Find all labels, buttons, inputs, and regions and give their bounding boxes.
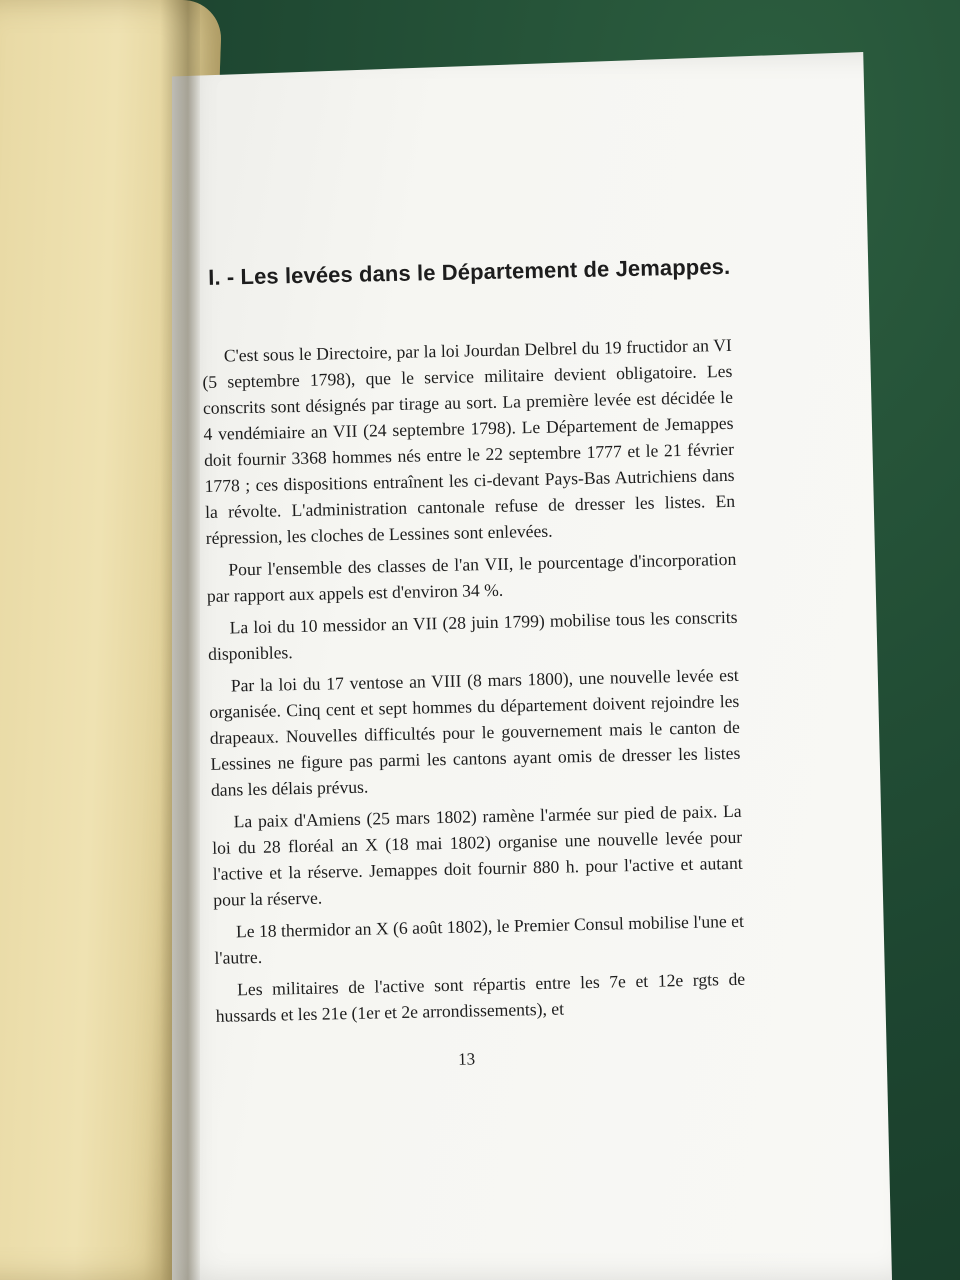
paragraph: Pour l'ensemble des classes de l'an VII, le pourcentage d'incorporation par rapport aux appels est d'environ 34 %. bbox=[206, 548, 737, 606]
paragraph: La loi du 10 messidor an VII (28 juin 1799) mobilise tous les conscrits disponibles. bbox=[207, 606, 738, 664]
paragraph: Les militaires de l'active sont répartis entre les 7e et 12e rgts de hussards et les 21e (1er et 2e arrondissements), et bbox=[215, 968, 746, 1026]
page-content bbox=[200, 254, 747, 1075]
book-gutter bbox=[160, 0, 200, 1280]
paragraph: Par la loi du 17 ventose an VIII (8 mars 1800), une nouvelle levée est organisée. Cinq cent et sept hommes du département doivent rejoindre les drapeaux. Nouvelles difficultés pour le gouvernement mais le canton de Lessines ne figure pas parmi les cantons ayant omis de dresser les listes dans les délais prévus. bbox=[209, 664, 741, 800]
paragraph: La paix d'Amiens (25 mars 1802) ramène l'armée sur pied de paix. La loi du 28 floréal an X (18 mai 1802) organise une nouvelle levée pour l'active et la réserve. Jemappes doit fournir 880 h. pour l'active et autant pour la réserve. bbox=[212, 800, 743, 910]
paragraph: Le 18 thermidor an X (6 août 1802), le Premier Consul mobilise l'une et l'autre. bbox=[214, 910, 745, 968]
paragraph: C'est sous le Directoire, par la loi Jourdan Delbrel du 19 fructidor an VI (5 septembre 1798), que le service militaire devient obligatoire. Les conscrits sont désignés par tirage au sort. La première levée est décidée le 4 vendémiaire an VII (24 septembre 1798). Le Département de Jemappes doit fournir 3368 hommes nés entre le 22 septembre 1777 et le 21 février 1778 ; ces dispositions entraînent les ci-devant Pays-Bas Autrichiens dans la révolte. L'administration cantonale refuse de dresser les listes. En répression, les cloches de Lessines sont enlevées. bbox=[202, 334, 736, 548]
page-number: 13 bbox=[457, 1049, 476, 1069]
section-heading: I. - Les levées dans le Département de Jemappes. bbox=[207, 253, 731, 290]
